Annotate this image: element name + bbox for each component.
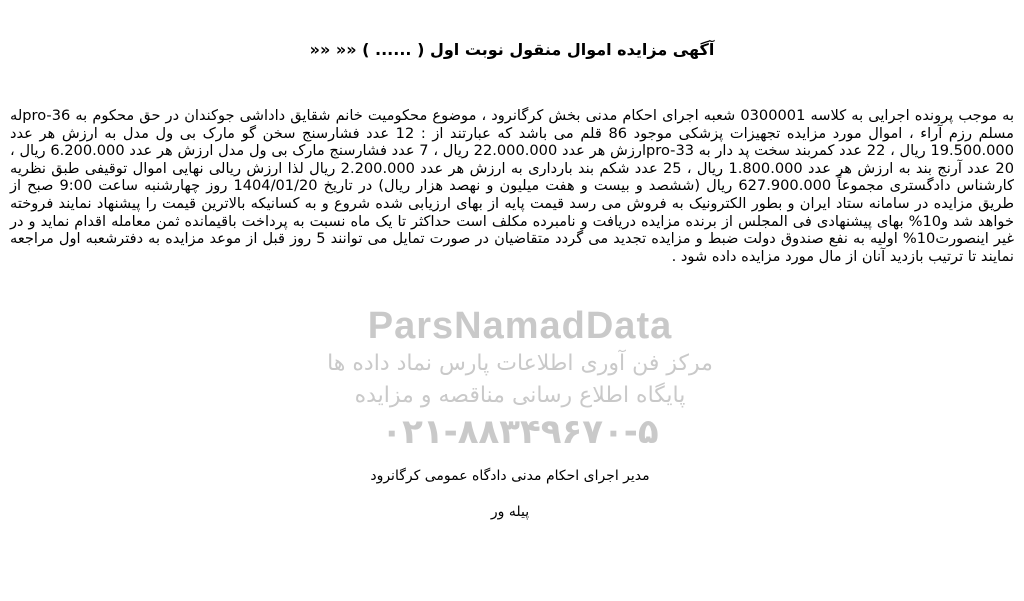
notice-title: آگهی مزایده اموال منقول نوبت اول ( ...... ) «« «« bbox=[309, 40, 715, 59]
signature-title: مدیر اجرای احکام مدنی دادگاه عمومی کرگانرود bbox=[370, 468, 650, 484]
watermark bbox=[280, 305, 760, 452]
signature-block bbox=[250, 468, 770, 540]
notice-paragraph: به موجب پرونده اجرایی به کلاسه 0300001 شعبه اجرای احکام مدنی بخش کرگانرود ، موضوع محکومیت خانم شقایق داداشی جوکندان در حق محکوم به pro-36له مسلم رزم آراء ، اموال مورد مزایده تجهیزات پزشکی موجود 86 قلم می باشد که عبارتند از : 12 عدد فشارسنج سخن گو مارک بی ول مدل به ارزش هر عدد 19.500.000 ریال ، 22 عدد کمربند سخت پد دار به pro-33ارزش هر عدد 22.000.000 ریال ، 7 عدد فشارسنج مارک بی ول مدل ارزش هر عدد 6.200.000 ریال ، 20 عدد آرنج بند به ارزش هر عدد 1.800.000 ریال ، 25 عدد شکم بند بارداری به ارزش هر عدد 2.200.000 ریال لذا ارزش ریالی نهایی اموال توقیفی طبق نظریه کارشناس دادگستری مجموعاً 627.900.000 ریال (ششصد و بیست و هفت میلیون و نهصد هزار ریال) در تاریخ 1404/01/20 روز چهارشنبه ساعت 9:00 صبح از طریق مزایده در سامانه ستاد ایران و بطور الکترونیک به فروش می رسد قیمت پایه از بهای ارزیابی شده شروع و به کسانیکه بالاترین قیمت را پیشنهاد نمایند فروخته خواهد شد و10% بهای پیشنهادی فی المجلس از برنده مزایده دریافت و نامبرده مکلف است حداکثر تا یک ماه نسبت به پرداخت باقیمانده ثمن معامله اقدام نماید و در غیر اینصورت10% اولیه به نفع صندوق دولت ضبط و مزایده تجدید می گردد متقاضیان در صورت تمایل می توانند 5 روز قبل از موعد مزایده به دفترشعبه اول مراجعه نمایند تا ترتیب بازدید آنان از مال مورد مزایده داده شود . bbox=[10, 107, 1015, 265]
notice-body bbox=[10, 107, 1014, 265]
signature-name: پیله ور bbox=[490, 504, 530, 520]
watermark-phone: ۰۲۱-۸۸۳۴۹۶۷۰-۵ bbox=[381, 412, 659, 452]
watermark-brand: ParsNamadData bbox=[367, 305, 673, 347]
watermark-line-1: مرکز فن آوری اطلاعات پارس نماد داده ها bbox=[327, 351, 713, 376]
watermark-line-2: پایگاه اطلاع رسانی مناقصه و مزایده bbox=[354, 383, 686, 408]
